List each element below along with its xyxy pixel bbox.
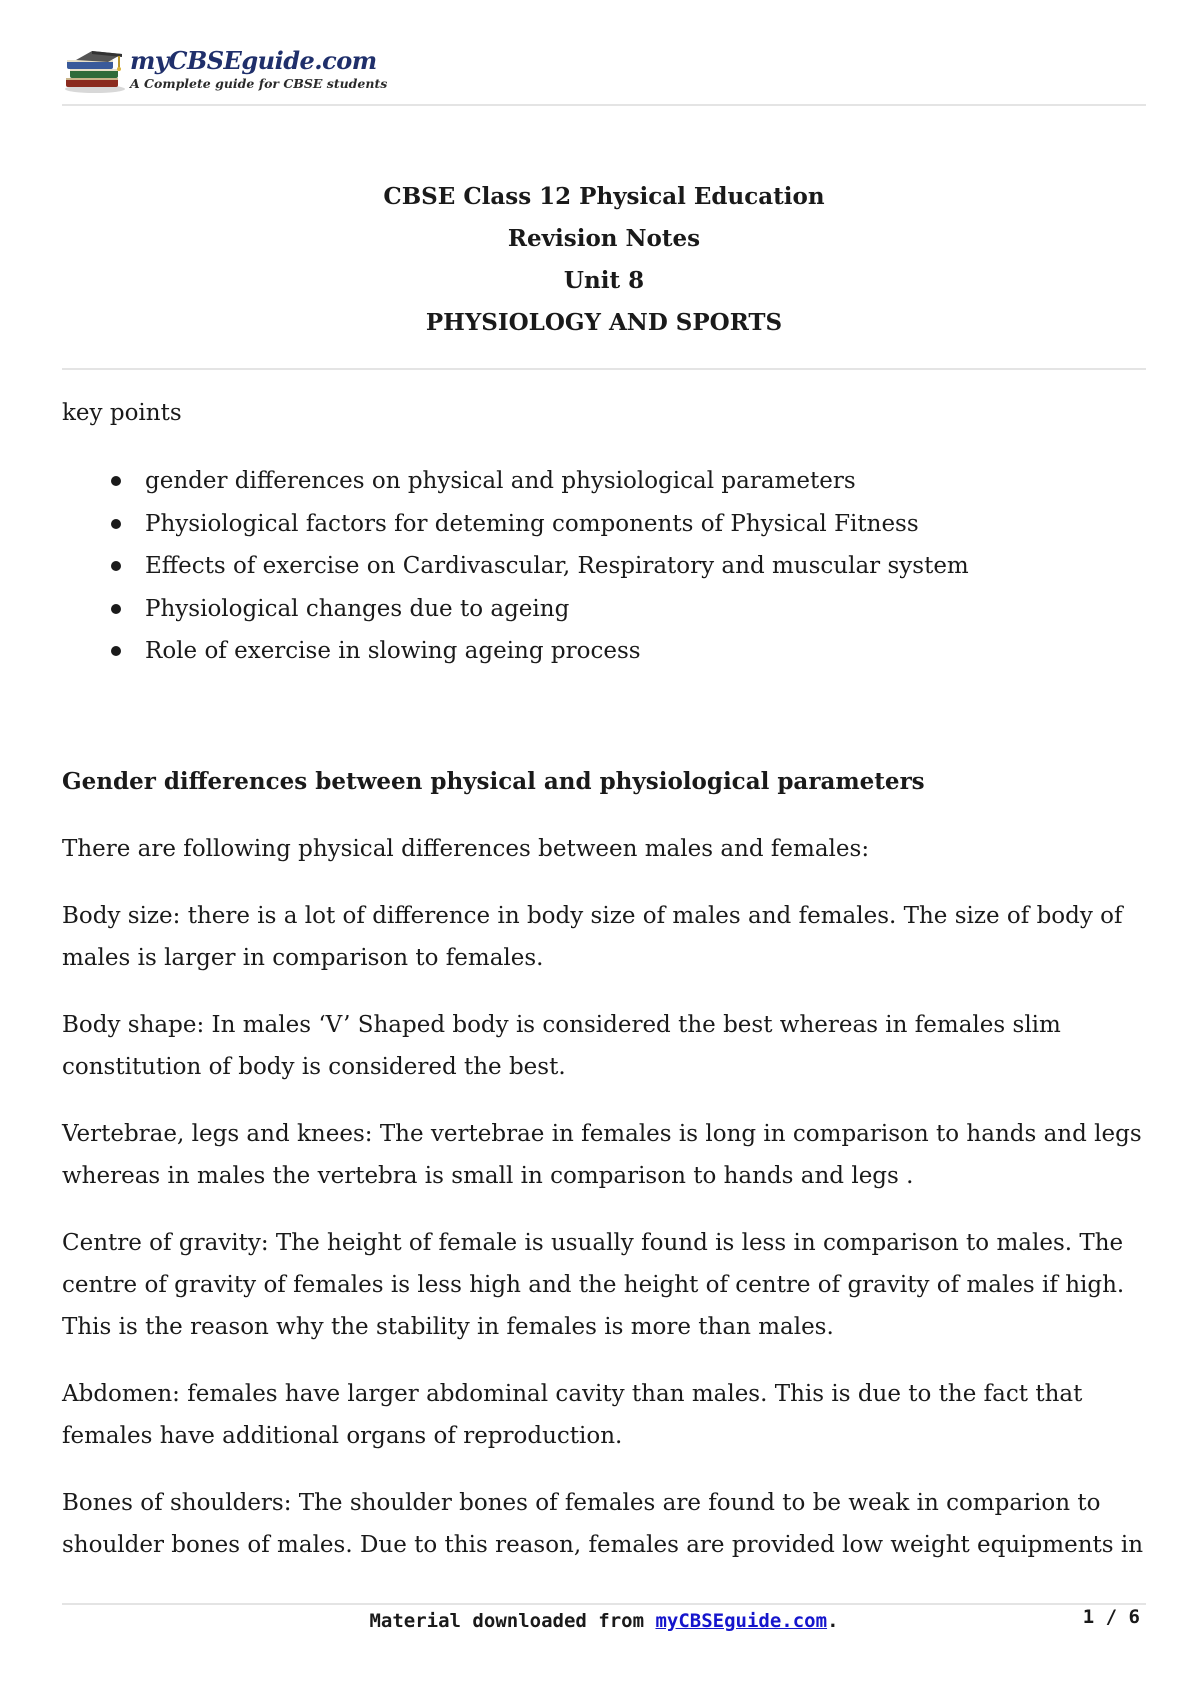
list-item-text: Physiological factors for deteming components of Physical Fitness — [145, 510, 919, 537]
footer-link[interactable]: myCBSEguide.com — [655, 1610, 828, 1632]
paragraph-line: Centre of gravity: The height of female is usually found is less in comparison to males. The — [62, 1230, 1124, 1256]
key-points-heading: key points — [62, 400, 182, 426]
list-item — [62, 460, 969, 503]
bullet-icon — [111, 519, 121, 529]
section-heading: Gender differences between physical and physiological parameters — [62, 768, 925, 795]
list-item-text: Effects of exercise on Cardivascular, Respiratory and muscular system — [145, 553, 969, 579]
title-divider — [62, 368, 1146, 370]
list-item — [62, 503, 969, 546]
footer-note — [62, 1600, 1146, 1642]
paragraph-line: centre of gravity of females is less high and the height of centre of gravity of males if high. — [62, 1272, 1125, 1298]
paragraph-line: females have additional organs of reproduction. — [62, 1423, 623, 1449]
header-divider — [62, 104, 1146, 106]
title-topic: PHYSIOLOGY AND SPORTS — [425, 309, 783, 336]
list-item-text: Physiological changes due to ageing — [145, 595, 570, 622]
books-logo-icon — [62, 48, 128, 94]
title-unit: Unit 8 — [563, 267, 645, 294]
document-title — [62, 176, 1146, 344]
key-points-list — [62, 460, 969, 673]
paragraph-line: Bones of shoulders: The shoulder bones of females are found to be weak in comparion to — [62, 1490, 1101, 1516]
logo-tagline: A Complete guide for CBSE students — [130, 76, 388, 91]
paragraph-line: This is the reason why the stability in females is more than males. — [62, 1314, 834, 1340]
logo-wordmark: myCBSEguide.com — [130, 46, 377, 75]
paragraph-line: Body shape: In males ‘V’ Shaped body is considered the best whereas in females slim — [62, 1012, 1061, 1038]
section-intro: There are following physical differences between males and females: — [62, 836, 870, 862]
paragraph-line: Vertebrae, legs and knees: The vertebrae in females is long in comparison to hands and legs — [62, 1121, 1142, 1147]
bullet-icon — [111, 646, 121, 656]
paragraph-line: constitution of body is considered the best. — [62, 1054, 566, 1080]
paragraph-line: whereas in males the vertebra is small in comparison to hands and legs . — [62, 1163, 914, 1189]
site-logo[interactable] — [62, 44, 402, 94]
list-item — [62, 545, 969, 588]
list-item — [62, 588, 969, 631]
list-item-text: gender differences on physical and physiological parameters — [145, 468, 856, 494]
paragraph-line: males is larger in comparison to females. — [62, 945, 544, 971]
bullet-icon — [111, 561, 121, 571]
bullet-icon — [111, 476, 121, 486]
page-number: 1 / 6 — [1082, 1606, 1140, 1628]
list-item-text: Role of exercise in slowing ageing process — [145, 638, 641, 664]
paragraph-line: Abdomen: females have larger abdominal cavity than males. This is due to the fact that — [62, 1381, 1083, 1407]
footer-period: . — [827, 1610, 839, 1632]
footer-text: Material downloaded from — [369, 1610, 656, 1632]
title-course: CBSE Class 12 Physical Education — [383, 183, 825, 210]
bullet-icon — [111, 604, 121, 614]
list-item — [62, 630, 969, 673]
title-subtitle: Revision Notes — [507, 225, 701, 252]
paragraph-line: shoulder bones of males. Due to this reason, females are provided low weight equipments in — [62, 1532, 1144, 1558]
paragraph-line: Body size: there is a lot of difference in body size of males and females. The size of body of — [62, 903, 1123, 929]
